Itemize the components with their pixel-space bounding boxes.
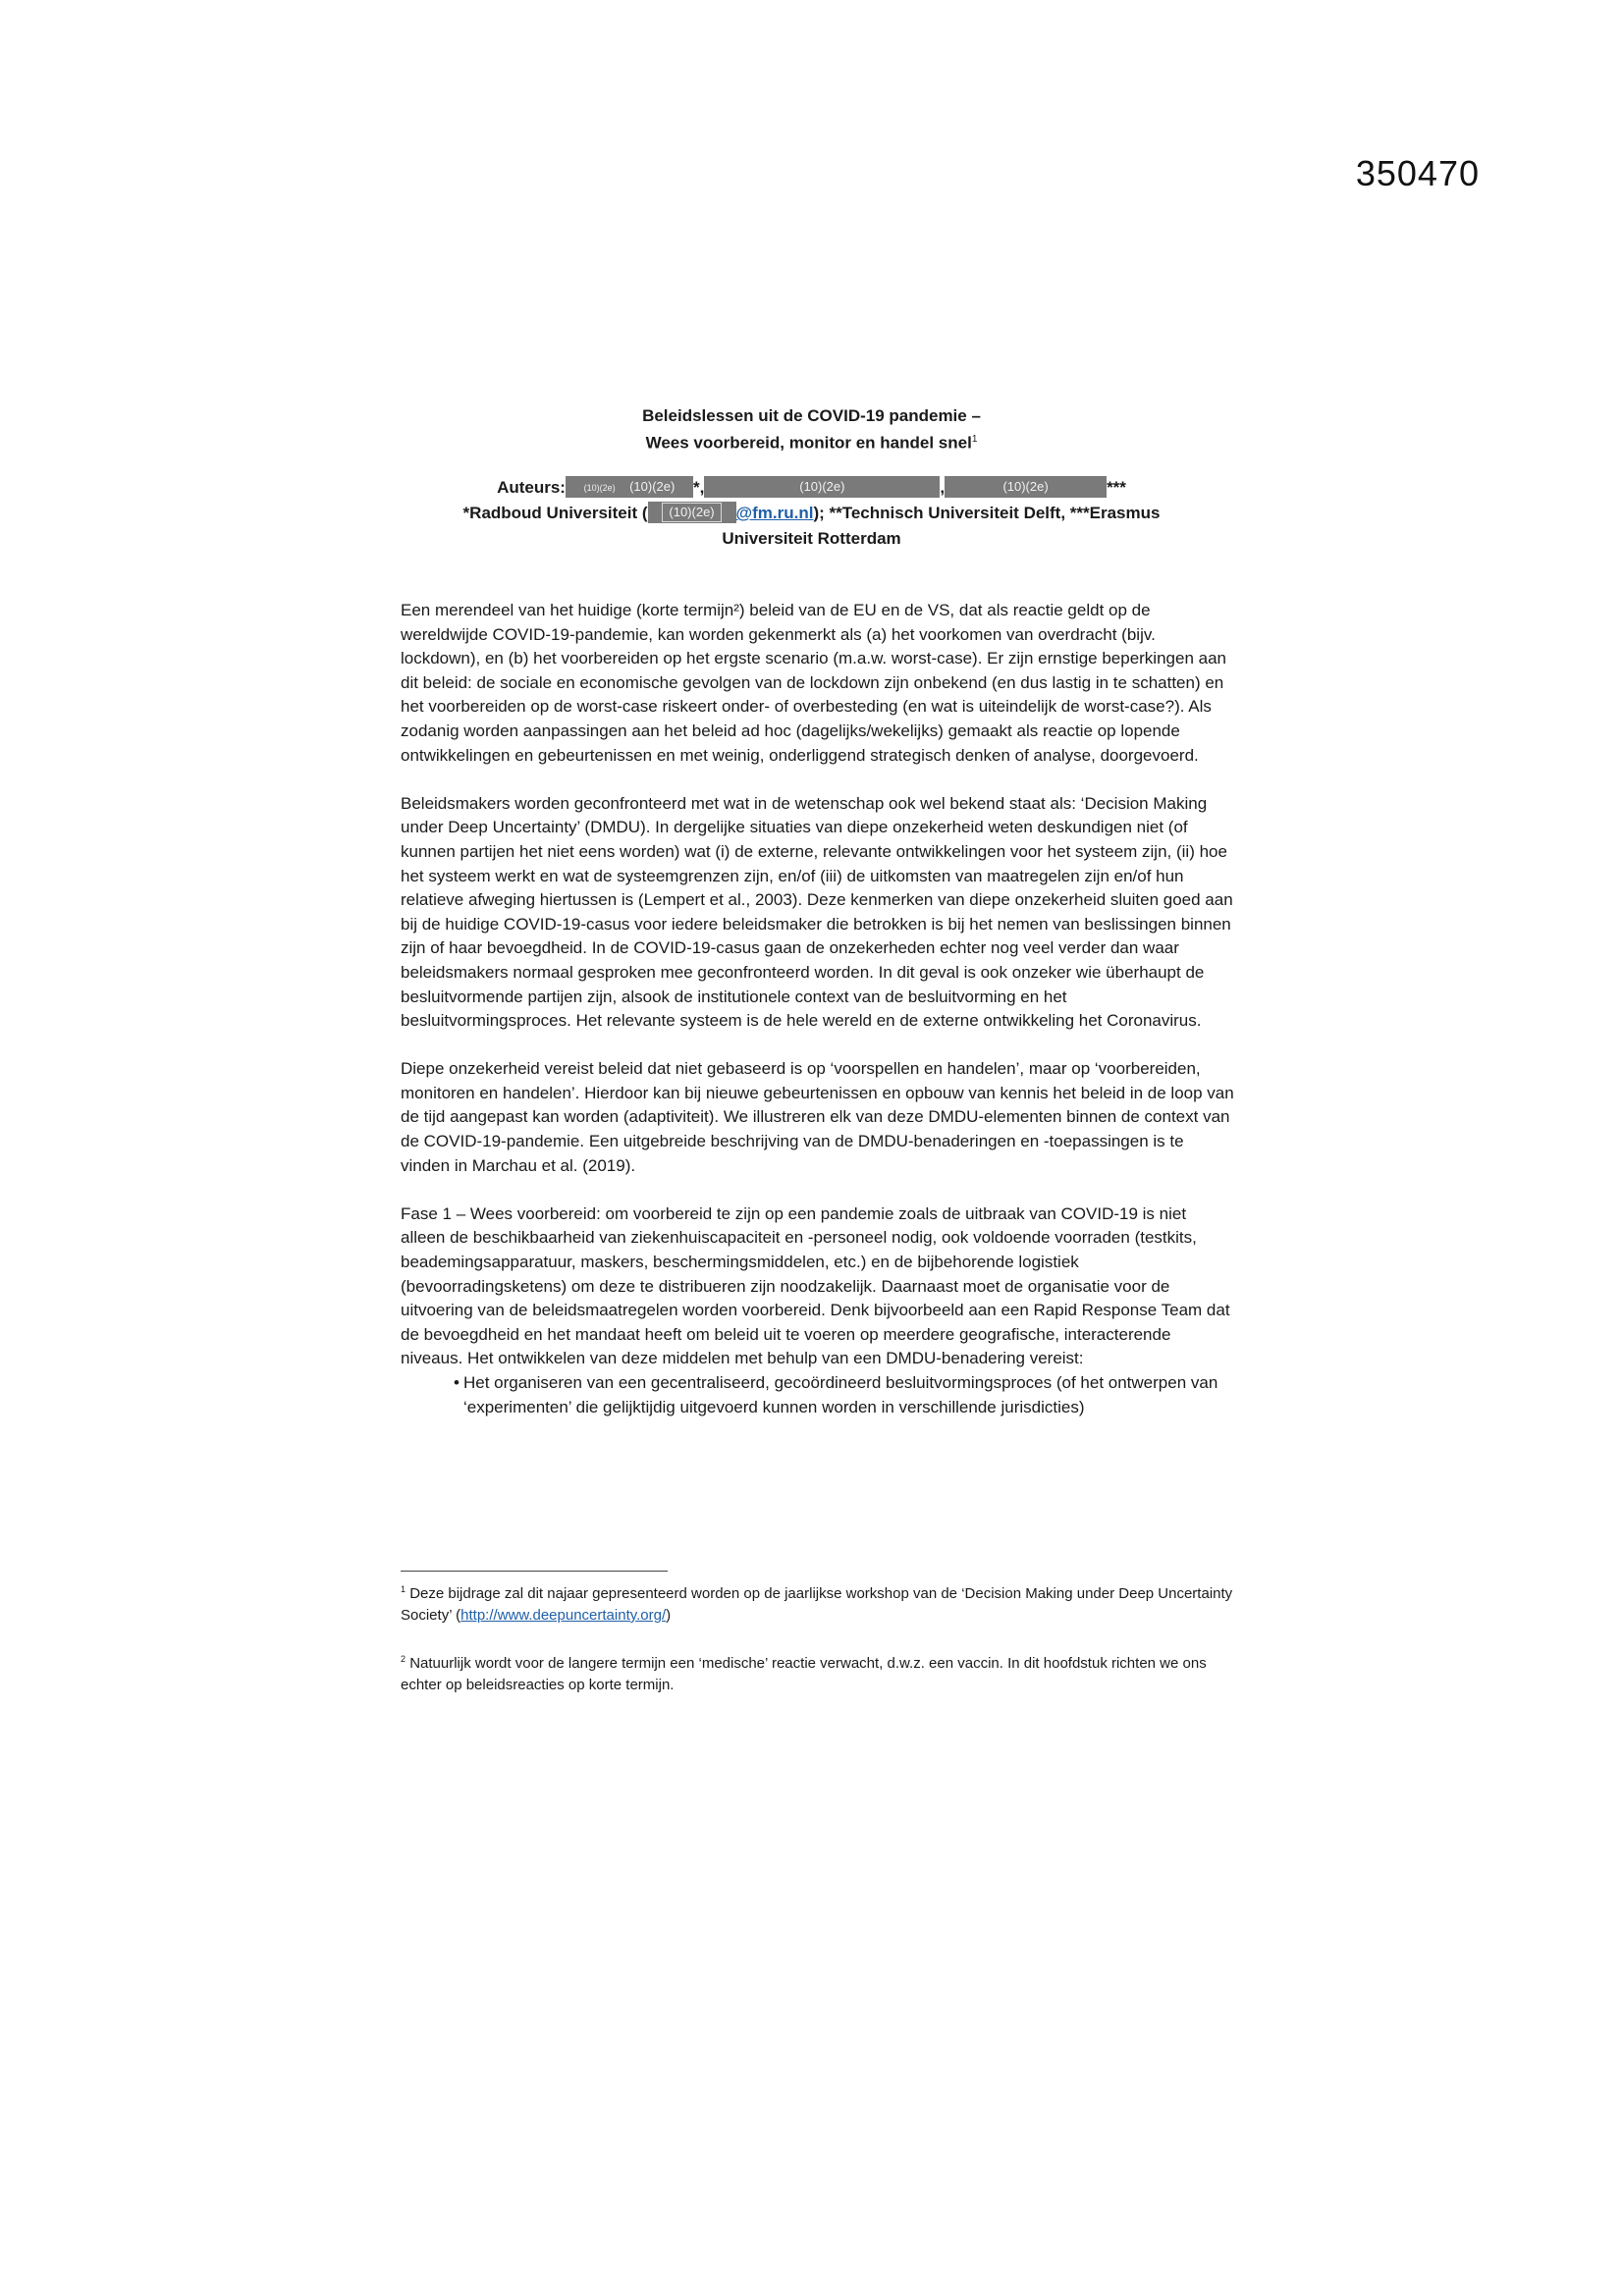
paragraph-1: Een merendeel van het huidige (korte termijn²) beleid van de EU en de VS, dat als reactie geldt op de wereldwijde COVID-19-pandemie, kan worden gekenmerkt als (a) het voorkomen van overdracht (bijv. lockdown), en (b) het voorbereiden op het ergste scenario (m.a.w. worst-case). Er zijn ernstige beperkingen aan dit beleid: de sociale en economische gevolgen van de lockdown zijn onbekend (en dus lastig in te schatten) en het voorbereiden op de worst-case riskeert onder- of overbesteding (en wat is uiteindelijk de worst-case?). Als zodanig worden aanpassingen aan het beleid ad hoc (dagelijks/wekelijks) gemaakt als reactie op lopende ontwikkelingen en gebeurtenissen en met weinig, onderliggend strategisch denken of analyse, doorgevoerd. [401, 601, 1226, 765]
author-sep-1: *, [692, 478, 705, 497]
redaction-label-4: (10)(2e) [662, 503, 721, 522]
paragraph-3: Diepe onzekerheid vereist beleid dat niet gebaseerd is op ‘voorspellen en handelen’, maar op ‘voorbereiden, monitoren en handelen’. Hierdoor kan bij nieuwe gebeurtenissen en opbouw van kennis het beleid in de loop van de tijd aangepast kan worden (adaptiviteit). We illustreren elk van deze DMDU-elementen binnen de context van de COVID-19-pandemie. Een uitgebreide beschrijving van de DMDU-benaderingen en -toepassingen is te vinden in Marchau et al. (2019). [401, 1059, 1234, 1175]
footnote-2-number: 2 [401, 1654, 406, 1664]
redaction-box-2 [704, 476, 940, 498]
author-sep-2: , [940, 478, 946, 497]
footnote-2 [401, 1648, 1235, 1696]
title-line-1: Beleidslessen uit de COVID-19 pandemie – [642, 406, 981, 425]
author-sep-3: *** [1107, 478, 1126, 497]
affiliation-prefix: *Radboud Universiteit ( [462, 504, 648, 522]
affiliation-last: Universiteit Rotterdam [722, 529, 901, 548]
footnote-1-link[interactable]: http://www.deepuncertainty.org/ [460, 1607, 667, 1624]
footnote-1-number: 1 [401, 1584, 406, 1594]
redaction-label-1: (10)(2e) [629, 478, 676, 494]
redaction-box-1 [566, 476, 693, 498]
title-line-2 [0, 428, 1623, 455]
paragraph-4: Fase 1 – Wees voorbereid: om voorbereid te zijn op een pandemie zoals de uitbraak van COVID-19 is niet alleen de beschikbaarheid van ziekenhuiscapaciteit en -personeel nodig, ook voldoende voorraden (testkits, beademingsapparatuur, maskers, beschermingsmiddelen, etc.) en de bijbehorende logistiek (bevoorradingsketens) om deze te distribueren zijn noodzakelijk. Daarnaast moet de organisatie voor de uitvoering van de beleidsmaatregelen worden voorbereid. Denk bijvoorbeeld aan een Rapid Response Team dat de bevoegdheid en het mandaat heeft om beleid uit te voeren op meerdere geografische, interacterende niveaus. Het ontwikkelen van deze middelen met behulp van een DMDU-benadering vereist: [401, 1203, 1230, 1368]
footnote-1 [401, 1578, 1235, 1627]
redaction-label-2: (10)(2e) [799, 478, 845, 494]
footnote-ref-1[interactable]: 1 [971, 434, 978, 445]
redaction-small-label: (10)(2e) [583, 482, 616, 493]
authors-label: Auteurs: [497, 478, 566, 497]
footnotes [401, 1578, 1235, 1718]
authors-block [0, 475, 1623, 552]
document-number: 350470 [1355, 153, 1480, 193]
affiliation-middle: ); **Technisch Universiteit Delft, ***Erasmus [813, 504, 1161, 522]
redaction-label-3: (10)(2e) [1002, 478, 1049, 494]
footnote-2-text: Natuurlijk wordt voor de langere termijn een ‘medische’ reactie verwacht, d.w.z. een vaccin. In dit hoofdstuk richten we ons echter op beleidsreacties op korte termijn. [401, 1655, 1207, 1693]
email-link[interactable]: @fm.ru.nl [735, 504, 814, 522]
redaction-box-3 [945, 476, 1107, 498]
authors-line [0, 475, 1623, 501]
list-item: • Het organiseren van een gecentraliseerd, gecoördineerd besluitvormingsproces (of het ontwerpen van ‘experimenten’ die gelijktijdig uitgevoerd kunnen worden in verschillende jurisdicties) [401, 1371, 1235, 1419]
bullet-list [401, 1371, 1235, 1419]
document-title [0, 404, 1623, 455]
paragraph-2: Beleidsmakers worden geconfronteerd met wat in de wetenschap ook wel bekend staat als: ‘Decision Making under Deep Uncertainty’ (DMDU). In dergelijke situaties van diepe onzekerheid weten deskundigen niet (of kunnen partijen het niet eens worden) wat (i) de externe, relevante ontwikkelingen voor het systeem zijn, (ii) hoe het systeem werkt en wat de systeemgrenzen zijn, en/of (iii) de uitkomsten van maatregelen zijn en/of hun relatieve afweging hiertussen is (Lempert et al., 2003). Deze kenmerken van diepe onzekerheid sluiten goed aan bij de huidige COVID-19-casus voor iedere beleidsmaker die betrokken is bij het nemen van beslissingen binnen zijn of haar bevoegdheid. In de COVID-19-casus gaan de onzekerheden echter nog veel verder dan waar beleidsmakers normaal gesproken mee geconfronteerd worden. In dit geval is ook onzeker wie überhaupt de besluitvormende partijen zijn, alsook de institutionele context van de besluitvorming en het besluitvormingsproces. Het relevante systeem is de hele wereld en de externe ontwikkeling het Coronavirus. [401, 793, 1233, 1031]
body-text [401, 599, 1235, 1419]
footnote-1-end: ) [666, 1607, 672, 1624]
redaction-box-4 [648, 502, 736, 523]
footnote-1-text: Deze bijdrage zal dit najaar gepresenteerd worden op de jaarlijkse workshop van de ‘Decision Making under Deep Uncertainty Society’ ( [401, 1585, 1233, 1624]
affiliation-line [0, 501, 1623, 526]
title-line-2-text: Wees voorbereid, monitor en handel snel [645, 433, 972, 453]
footnote-divider [401, 1571, 668, 1572]
